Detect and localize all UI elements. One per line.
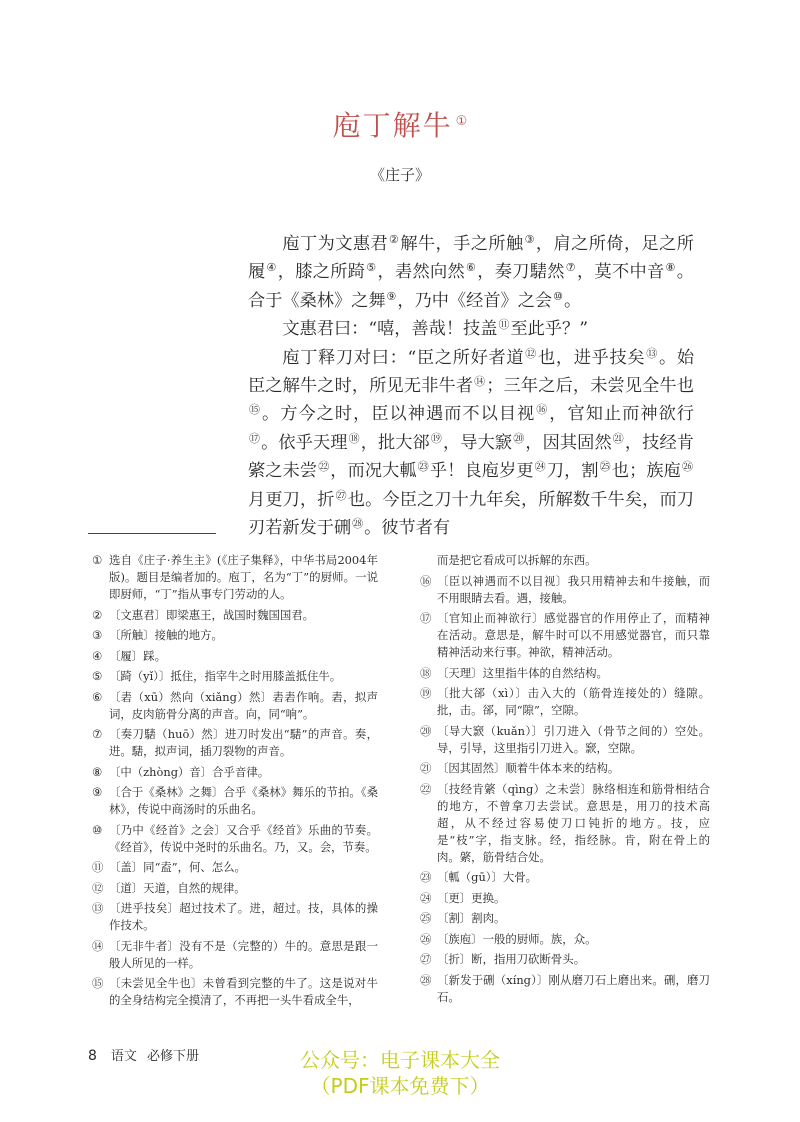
footer-subject: 语文 [110, 1049, 137, 1064]
footnote-item [420, 890, 710, 907]
footnote-item [92, 938, 378, 972]
footnote-text: 〔割〕割肉。 [437, 911, 506, 925]
footnote-number: ⑮ [92, 976, 104, 990]
footnote-item [92, 552, 378, 603]
page-title [0, 104, 800, 144]
text-run: ，肩之所倚，足之所履 [248, 234, 694, 283]
footnote-divider [88, 533, 216, 534]
text-run: ，技经肯綮之未尝 [248, 432, 694, 482]
footnote-number: ⑯ [420, 573, 432, 588]
text-run: ，莫不中音 [576, 262, 665, 283]
footnote-marker[interactable]: ⑯ [536, 403, 549, 417]
footnote-item [92, 668, 378, 685]
footnote-marker[interactable]: ⑮ [249, 403, 262, 417]
footnote-item [92, 764, 378, 781]
footnote-item [420, 610, 710, 661]
footnote-number: ③ [92, 628, 103, 642]
text-run: 刀，割 [546, 461, 599, 482]
footnote-text: 〔批大郤（xì）〕击入大的（筋骨连接处的）缝隙。批，击。郤，同“隙”，空隙。 [437, 686, 710, 717]
footnote-marker[interactable]: ⑰ [249, 431, 261, 445]
footnote-number: ② [92, 607, 103, 622]
footnote-continuation: 而是把它看成可以拆解的东西。 [437, 553, 597, 567]
page-number: 8 [88, 1048, 97, 1064]
text-run: 月更刀，折 [248, 489, 335, 510]
footnote-text: 〔所触〕接触的地方。 [109, 628, 223, 642]
footnote-item [420, 573, 710, 607]
footnote-number: ㉕ [420, 911, 432, 925]
watermark-line-2: （PDF课本免费下） [310, 1074, 490, 1098]
footnote-marker[interactable]: ⑭ [474, 375, 486, 389]
footnotes-right-column [420, 552, 710, 1009]
footnote-marker[interactable]: ⑲ [430, 431, 442, 445]
footnote-item [92, 975, 378, 1009]
footnote-item [92, 607, 378, 624]
footnote-number: ㉔ [420, 890, 432, 905]
text-run: 。彼节者有 [364, 518, 451, 539]
main-text [248, 231, 694, 543]
footnote-item [420, 723, 710, 757]
footnote-number: ㉖ [420, 931, 432, 946]
footnote-item [92, 648, 378, 665]
footnote-number: ⑤ [92, 669, 103, 683]
footnote-item [420, 685, 710, 719]
footnote-item [420, 760, 710, 777]
footnote-number: ⑩ [92, 822, 103, 837]
footnote-text: 选自《庄子·养生主》(《庄子集释》，中华书局2004年版)。题目是编者加的。庖丁，名为“丁”的厨师。一说即厨师，“丁”指从事专门劳动的人。 [109, 553, 378, 601]
footnote-number: ㉑ [420, 761, 432, 775]
footnote-number: ⑨ [92, 785, 103, 799]
footnote-item [92, 627, 378, 644]
source-line: 《庄子》 [369, 166, 430, 184]
footnote-number: ⑧ [92, 764, 103, 779]
footnote-text: 〔道〕天道，自然的规律。 [109, 880, 246, 895]
footnote-number: ⑭ [92, 938, 104, 953]
text-run: ，膝之所踦 [277, 262, 366, 283]
footnote-item [92, 900, 378, 934]
footnote-item [420, 665, 710, 682]
footnote-text: 〔因其固然〕顺着牛体本来的结构。 [437, 761, 620, 775]
footnote-marker[interactable]: ⑫ [525, 346, 537, 360]
footnote-item [420, 869, 710, 886]
text-run: ，批大郤 [360, 432, 430, 453]
text-run: ，官知止而神欲行 [549, 404, 694, 425]
text-run: ；三年之后，未尝见全牛也 [486, 376, 694, 397]
text-run: ，奏刀騞然 [477, 262, 565, 283]
footnote-text: 〔进乎技矣〕超过技术了。进，超过。技，具体的操作技术。 [109, 901, 378, 932]
footnote-number: ⑰ [420, 611, 432, 625]
footnote-marker[interactable]: ⑤ [366, 261, 377, 275]
footnote-text: 〔中（zhòng）音〕合乎音律。 [109, 764, 270, 779]
footnote-text: 〔官知止而神欲行〕感觉器官的作用停止了，而精神在活动。意思是，解牛时可以不用感觉器官，而只靠精神活动来行事。神欲，精神活动。 [437, 611, 710, 659]
footnote-item [420, 910, 710, 927]
footnote-text: 〔文惠君〕即梁惠王，战国时魏国国君。 [109, 607, 315, 622]
text-run: 庖丁为文惠君 [282, 234, 389, 254]
footnote-number: ㉗ [420, 952, 432, 966]
text-run: ，乃中《经首》之会 [397, 290, 553, 311]
text-run: 。方今之时，臣以神遇而不以目视 [262, 404, 536, 425]
text-run: ，因其固然 [525, 432, 612, 453]
text-run: ，砉然向然 [377, 262, 466, 283]
footnote-text: 〔折〕断，指用刀砍断骨头。 [437, 952, 586, 966]
footnote-number: ⑫ [92, 880, 104, 895]
footnote-marker[interactable]: ㉓ [417, 460, 429, 474]
footnote-item [92, 726, 378, 760]
footnote-item [420, 931, 710, 948]
footnote-text: 〔臣以神遇而不以目视〕我只用精神去和牛接触，而不用眼睛去看。遇，接触。 [437, 573, 710, 605]
footnote-number: ⑪ [92, 860, 104, 874]
footnote-number: ④ [92, 648, 103, 663]
footnote-marker[interactable]: ③ [524, 233, 535, 246]
footnote-text: 〔技经肯綮（qìng）之未尝〕脉络相连和筋骨相结合的地方，不曾拿刀去尝试。意思是，用刀的技术高超，从不经过容易使刀口钝折的地方。技，应是“枝”字，指支脉。经，指经脉。肯，附在骨上的肉。綮，筋骨结合处。 [437, 781, 710, 864]
footnote-text: 〔更〕更换。 [437, 890, 506, 905]
watermark-line-1: 公众号：电子课本大全 [300, 1048, 500, 1072]
footnote-marker[interactable]: ⑧ [665, 261, 676, 275]
title-footnote-mark: ① [455, 113, 468, 129]
footnote-item [92, 784, 378, 818]
footnote-text: 〔合于《桑林》之舞〕合乎《桑林》舞乐的节拍。《桑林》，传说中商汤时的乐曲名。 [109, 785, 378, 816]
footnote-text: 〔导大窾（kuǎn）〕引刀进入（骨节之间的）空处。导，引导，这里指引刀进入。窾，空隙。 [437, 723, 710, 755]
footnote-number: ⑥ [92, 689, 103, 704]
footnote-marker[interactable]: ⑪ [498, 318, 510, 332]
footnote-item [420, 972, 710, 1006]
footnote-number: ㉓ [420, 870, 432, 884]
footnote-marker[interactable]: ⑨ [386, 289, 397, 303]
footnote-number: ⑱ [420, 665, 432, 680]
footnote-item [92, 822, 378, 856]
footnote-marker[interactable]: ⑦ [565, 261, 576, 275]
footnote-text: 〔未尝见全牛也〕未曾看到完整的牛了。这是说对牛的全身结构完全摸清了，不再把一头牛看成全牛， [109, 976, 378, 1007]
text-run: ，导大窾 [443, 432, 513, 453]
footnote-text: 〔乃中《经首》之会〕又合乎《经首》乐曲的节奏。《经首》，传说中尧时的乐曲名。乃，又。会，节奏。 [109, 822, 378, 854]
footnote-marker[interactable]: ㉒ [318, 460, 330, 474]
footnote-number: ㉒ [420, 781, 432, 796]
footnote-text: 〔軱（gū）〕大骨。 [437, 870, 538, 884]
body-paragraph [248, 345, 694, 544]
footnote-text: 〔奏刀騞（huō）然〕进刀时发出“騞”的声音。奏，进。騞，拟声词，插刀裂物的声音。 [109, 727, 378, 758]
footnote-marker[interactable]: ㉑ [612, 431, 624, 445]
footnote-number: ⑬ [92, 901, 104, 915]
text-run: ，而况大軱 [330, 461, 417, 482]
title-text: 庖丁解牛 [332, 109, 453, 142]
text-run: 解牛，手之所触 [400, 234, 524, 254]
footnote-marker[interactable]: ㉔ [534, 460, 546, 474]
footnote-marker[interactable]: ④ [266, 261, 277, 275]
footnote-text: 〔新发于硎（xíng）〕刚从磨刀石上磨出来。硎，磨刀石。 [437, 972, 710, 1004]
footnote-marker[interactable]: ㉖ [681, 460, 693, 474]
footnote-number: ⑲ [420, 686, 432, 700]
footnote-item [420, 781, 710, 866]
footnote-number: ⑦ [92, 727, 103, 741]
text-run: 。 [563, 290, 582, 311]
body-paragraph [248, 316, 694, 344]
footnote-marker[interactable]: ㉗ [335, 488, 347, 502]
text-run: 。合于《桑林》之舞 [248, 262, 694, 311]
footnote-number: ① [92, 553, 103, 567]
footnote-marker[interactable]: ⑬ [646, 346, 658, 360]
footnote-marker[interactable]: ⑱ [348, 431, 360, 445]
footnote-marker[interactable]: ② [389, 233, 400, 246]
footnote-text: 〔履〕踩。 [109, 648, 166, 663]
text-run: 庖丁释刀对曰：“臣之所好者道 [282, 347, 525, 368]
footnote-marker[interactable]: ㉕ [599, 460, 611, 474]
text-run: 也，进乎技矣 [537, 347, 646, 368]
footnote-number: ⑳ [420, 723, 432, 738]
footnote-marker[interactable]: ⑳ [513, 431, 525, 445]
text-run: 。依乎天理 [261, 432, 348, 453]
footnote-text: 〔族庖〕一般的厨师。族，众。 [437, 931, 597, 946]
footnote-text: 〔天理〕这里指牛体的自然结构。 [437, 665, 608, 680]
footnote-marker[interactable]: ㉘ [352, 517, 364, 531]
footnote-text: 〔盖〕同“盍”，何、怎么。 [109, 860, 246, 874]
footnote-text: 〔踦（yǐ）〕抵住，指宰牛之时用膝盖抵住牛。 [109, 669, 342, 683]
text-run: 乎！良庖岁更 [429, 461, 534, 482]
footnote-item [420, 951, 710, 968]
footnote-marker[interactable]: ⑩ [553, 289, 563, 303]
footer-book-title: 必修下册 [146, 1049, 199, 1064]
footnote-item [92, 859, 378, 876]
text-run: 也；族庖 [611, 461, 681, 482]
text-run: 。始臣之解牛之时，所见无非牛者 [248, 347, 695, 397]
text-run: 文惠君曰：“嘻，善哉！技盖 [282, 319, 498, 340]
footnote-item [92, 880, 378, 897]
footnote-marker[interactable]: ⑥ [466, 261, 477, 275]
footnote-text: 〔无非牛者〕没有不是（完整的）牛的。意思是跟一般人所见的一样。 [109, 938, 378, 970]
footnote-item [92, 689, 378, 723]
footnote-text: 〔砉（xū）然向（xiǎng）然〕砉砉作响。砉，拟声词，皮肉筋骨分离的声音。向，同“响”。 [109, 689, 378, 721]
text-run: 至此乎？” [510, 319, 588, 340]
footnote-number: ㉘ [420, 972, 432, 987]
body-paragraph [248, 231, 694, 316]
footnotes-left-column [92, 552, 378, 1013]
text-run: 也。今臣之刀十九年矣，所解数千牛矣，而刀刃若新发于硎 [248, 489, 694, 539]
